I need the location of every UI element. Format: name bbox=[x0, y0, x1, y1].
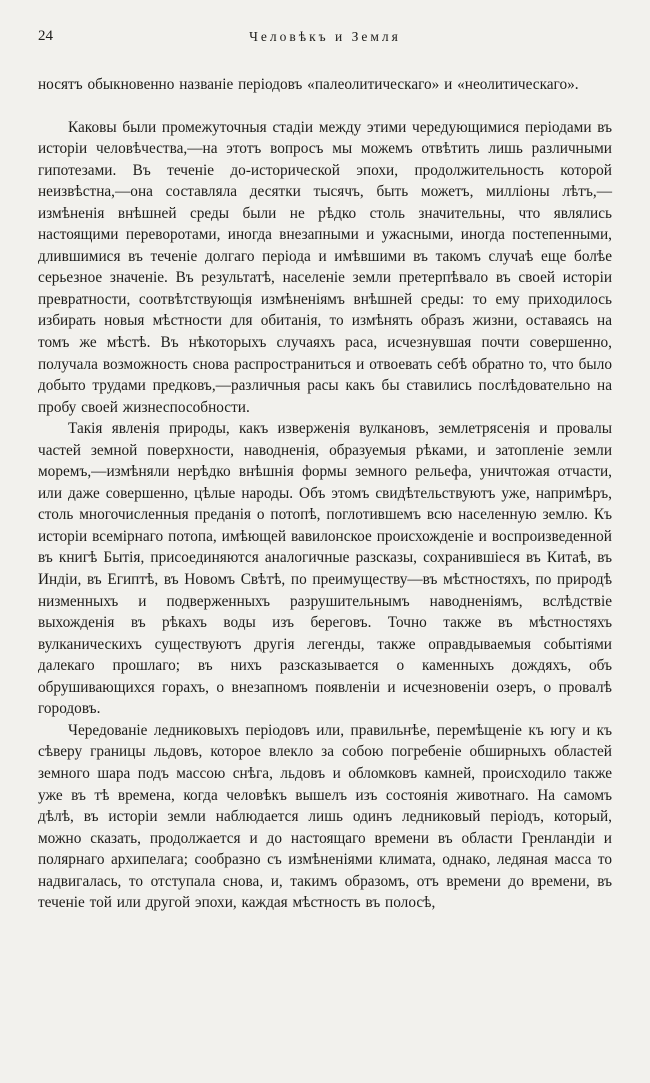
paragraph-continuation: носятъ обыкновенно названіе періодовъ «палеолитическаго» и «неолитическаго». bbox=[38, 76, 579, 93]
paragraph: Такія явленія природы, какъ изверженія вулкановъ, землетрясенія и провалы частей земной поверхности, наводненія, образуемыя рѣками, и затопленіе земли моремъ,—измѣняли нерѣдко внѣшнія формы земного рельефа, уничтожая отчасти, или даже совершенно, цѣлые народы. Объ этомъ свидѣтельствуютъ уже, напримѣръ, столь многочисленныя преданія о потопѣ, поглотившемъ всю населенную землю. Къ исторіи всемірнаго потопа, имѣющей вавилонское происхожденіе и воспроизведенной въ книгѣ Бытія, присоединяются аналогичные разсказы, сохранившіеся въ Китаѣ, въ Индіи, въ Египтѣ, въ Новомъ Свѣтѣ, по преимуществу—въ мѣстностяхъ, по природѣ низменныхъ и подверженныхъ разрушительнымъ наводненіямъ, вслѣдствіе выхожденія въ рѣкахъ воды изъ береговъ. Точно также въ мѣстностяхъ вулканическихъ существуютъ другія легенды, также оправдываемыя событіями далекаго прошлаго; въ нихъ разсказывается о каменныхъ дождяхъ, объ обрушивающихся горахъ, о внезапномъ появленіи и исчезновеніи озеръ, о провалѣ городовъ. bbox=[38, 420, 612, 718]
paragraph: Чередованіе ледниковыхъ періодовъ или, правильнѣе, перемѣщеніе къ югу и къ сѣверу границы льдовъ, которое влекло за собою погребеніе обширныхъ областей земного шара подъ массою снѣга, льдовъ и обломковъ камней, происходило также уже въ тѣ времена, когда человѣкъ вышелъ изъ состоянія животнаго. На самомъ дѣлѣ, въ исторіи земли наблюдается лишь одинъ ледниковый періодъ, который, можно сказать, продолжается и до настоящаго времени въ области Гренландіи и полярнаго архипелага; сообразно съ измѣненіями климата, однако, ледяная масса то надвигалась, то отступала снова, и, такимъ образомъ, отъ времени до времени, въ теченіе той или другой эпохи, каждая мѣстность въ полосѣ, bbox=[38, 721, 612, 912]
paragraph: Каковы были промежуточныя стадіи между этими чередующимися періодами въ исторіи человѣчества,—на этотъ вопросъ мы можемъ отвѣтить лишь различными гипотезами. Въ теченіе до-исторической эпохи, продолжительность которой неизвѣстна,—она составляла десятки тысячъ, быть можетъ, милліоны лѣтъ,—измѣненія внѣшней среды были не рѣдко столь значительны, что являлись настоящими переворотами, иногда внезапными и ужасными, иногда постепенными, длившимися въ теченіе долгаго періода и имѣвшими въ такомъ случаѣ еще болѣе серьезное значеніе. Въ результатѣ, населеніе земли претерпѣвало въ своей исторіи превратности, соотвѣтствующія измѣненіямъ внѣшней среды: то ему приходилось избирать новыя мѣстности для обитанія, то измѣнять образъ жизни, оставаясь на томъ же мѣстѣ. Въ нѣкоторыхъ случаяхъ раса, исчезнувшая почти совершенно, получала возможность снова распространиться и отвоевать себѣ обратно то, что было добыто трудами предковъ,—различныя расы какъ бы ставились послѣдовательно на пробу своей жизнеспособности. bbox=[38, 118, 612, 416]
page-body bbox=[38, 74, 612, 914]
running-title: Человѣкъ и Земля bbox=[249, 29, 401, 44]
page-number: 24 bbox=[38, 28, 53, 44]
page-header bbox=[38, 28, 612, 50]
